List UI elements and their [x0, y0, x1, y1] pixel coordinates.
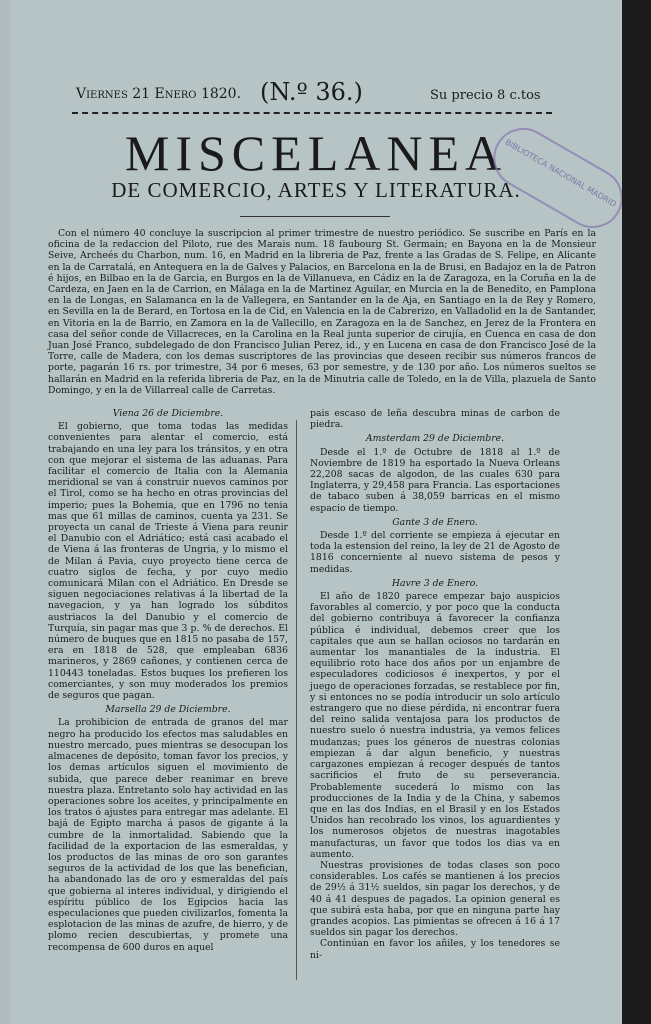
- subscription-text: Con el número 40 concluye la suscripcion al primer trimestre de nuestro periódico. Se suscribe en París en la oficina de la redaccion del Piloto, rue des Marais num. 18 faubourg St. Germain; en Bayona en la de Monsieur Seive, Archeés du Charbon, num. 16, en Madrid en la libreria de Paz, frente a las Gradas de S. Felipe, en Alicante en la de Carratalá, en Antequera en la de Galves y Palacios, en Barcelona en la de Brusi, en Badajoz en la de Patron é hijos, en Bilbao en la de Garcia, en Burgos en la de Villanueva, en Cádiz en la de Zaragoza, en la Coruña en la de Cardeza, en Jaen en la de Carrion, en Málaga en la de Martinez Aguilar, en Murcia en la de Benedito, en Pamplona en la de Longas, en Salamanca en la de Vallegera, en Santander en la de Aja, en Santiago en la de Rey y Romero, en Sevilla en la de Berard, en Tortosa en la de Cid, en Valencia en la de Cabrerizo, en Valladolid en la de Santander, en Vitoria en la de Barrio, en Zamora en la de Vallecillo, en Zaragoza en la de Sanchez, en Jerez de la Frontera en casa del señor conde de Villacreces, en la Carolina en la Real junta superior de cirujía, en Cuenca en casa de don Juan José Franco, subdelegado de don Francisco Julian Perez, id., y en Lucena en casa de don Francisco José de la Torre, calle de Madera, con los demas suscriptores de las provincias que deseen recibir sus números francos de porte, pagarán 16 rs. por trimestre, 34 por 6 meses, 63 por semestre, y de 130 por año. Los números sueltos se hallarán en Madrid en la referida libreria de Paz, en la de Minutria calle de Toledo, en la de Villa, plazuela de Santo Domingo, y en la de Villarreal calle de Carretas.: [48, 228, 596, 396]
- section-heading: Viena 26 de Diciembre.: [112, 408, 224, 419]
- article-text: Nuestras provisiones de todas clases son poco considerables. Los cafés se mantienen á los precios de 29½ á 31½ sueldos, sin pagar los derechos, y de 40 á 41 despues de pagados. La opinion general es que subirá esta haba, por que en ninguna parte hay grandes acopios. Las pimientas se ofrecen á 16 á 17 sueldos sin pagar los derechos.: [310, 859, 560, 939]
- left-column: [48, 405, 288, 953]
- article-continuation: pais escaso de leña descubra minas de carbon de piedra.: [310, 408, 560, 431]
- section-heading: Marsella 29 de Diciembre.: [105, 704, 231, 716]
- article-text: Desde 1.º del corriente se empieza á ejecutar en toda la estension del reino, la ley de 21 de Agosto de 1816 concerniente al nuevo sistema de pesos y medidas.: [310, 530, 560, 575]
- section-heading: Gante 3 de Enero.: [392, 516, 478, 528]
- section-heading: Amsterdam 29 de Diciembre.: [365, 433, 505, 445]
- article-text: El gobierno, que toma todas las medidas convenientes para alentar el comercio, está trabajando en una ley para los tránsitos, y en otra con que mejorar el sistema de las aduanas. Para facilitar el comercio de Italia con la Alemania meridional se van á construir nuevos caminos por el Tirol, como se ha hecho en otras provincias del imperio; pues la Bohemia, que en 1796 no tenia mas que 61 millas de caminos, cuenta ya 231. Se proyecta un canal de Trieste á Viena para reunir el Danubio con el Adriático; está casi acabado el de Viena á las fronteras de Ungria, y lo mismo el de Milan á Pavia, cuyo proyecto tiene cerca de cuatro siglos de fecha, y por cuyo medio comunicará Milan con el Adriático. En Dresde se siguen negociaciones relativas á la libertad de la navegacion, y ya han logrado los súbditos austriacos la del Danubio y el comercio de Turquía, sin pagar mas que 3 p. % de derechos. El número de buques que en 1815 no pasaba de 157, era en 1818 de 528, que empleaban 6836 marineros, y 2869 cañones, y contienen cerca de 110443 toneladas. Estos buques los prefieren los comerciantes, y son muy moderados los premios de seguros que pagan.: [48, 421, 288, 702]
- masthead-rule: [240, 216, 390, 217]
- header-rule: [72, 112, 552, 118]
- article-text: Continúan en favor los añiles, y los tenedores se ni-: [310, 938, 560, 961]
- masthead-title: MISCELANEA: [124, 125, 508, 181]
- scan-shadow: [622, 0, 651, 1024]
- newspaper-page: [10, 0, 622, 1024]
- issue-header: [10, 78, 622, 108]
- column-divider: [296, 420, 297, 980]
- article-text: El año de 1820 parece empezar bajo auspicios favorables al comercio, y por poco que la conducta del gobierno contribuya á favorecer la confianza pública é individual, debemos creer que los capitales que aun se hallan ociosos no tardarán en aumentar los manantiales de la industria. El equilibrio roto hace dos años por un enjambre de especuladores codiciosos é inexpertos, y por el juego de operaciones forzadas, se restablece por fin, y si entonces no se podía introducir un solo artículo estrangero que no diese pérdida, ni encontrar fuera del reino salida ventajosa para los productos de nuestro suelo ó nuestra industria, ya vemos felices mudanzas; pues los géneros de nuestras colonias empiezan á dar algun beneficio, y nuestras cargazones empiezan á recoger después de tantos sacrificios el fruto de su perseverancia. Probablemente sucederá lo mismo con las producciones de la India y de la China, y sabemos que en las dos Indias, en el Brasil y en los Estados Unidos han recobrado los vinos, los aguardientes y los numerosos objetos de nuestras inagotables manufacturas, un favor que todos los dias va en aumento.: [310, 591, 560, 860]
- issue-date: Viernes 21 Enero 1820.: [76, 86, 242, 102]
- article-text: Desde el 1.º de Octubre de 1818 al 1.º de Noviembre de 1819 ha esportado la Nueva Orleans 22,208 sacas de algodon, de las cuales 630 para Inglaterra, y 29,458 para Francia. Las esportaciones de tabaco suben á 38,059 barricas en el mismo espacio de tiempo.: [310, 446, 560, 514]
- library-stamp-text: BIBLIOTECA NACIONAL MADRID: [503, 137, 618, 209]
- section-heading: Havre 3 de Enero.: [391, 577, 479, 589]
- article-text: La prohibicion de entrada de granos del mar negro ha producido los efectos mas saludables en nuestro mercado, pues mientras se desocupan los almacenes de depósito, toman favor los precios, y los demas artículos siguen el movimiento de subida, que parece deber reanimar en breve nuestra plaza. Entretanto solo hay actividad en las operaciones sobre los aceites, y principalmente en los tratos ó ajustes para entregar mas adelante. El bajá de Egipto marcha á pasos de gigante á la cumbre de la inmortalidad. Sabiendo que la facilidad de la exportacion de las esmeraldas, y los productos de las minas de oro son garantes seguros de la actividad de los que las benefician, ha abandonado las de oro y esmeraldas del país que gobierna al interes individual, y dirigiendo el espíritu público de los Egipcios hacia las especulaciones que pueden civilizarlos, fomenta la esplotacion de las minas de azufre, de hierro, y de plomo recien descubiertas, y promete una recompensa de 600 duros en aquel: [48, 717, 288, 953]
- issue-number: (N.º 36.): [260, 78, 363, 106]
- masthead-subtitle: DE COMERCIO, ARTES Y LITERATURA.: [111, 178, 521, 202]
- right-column: [310, 408, 560, 961]
- issue-price: Su precio 8 c.tos: [430, 88, 541, 103]
- subscription-notice: [48, 228, 596, 396]
